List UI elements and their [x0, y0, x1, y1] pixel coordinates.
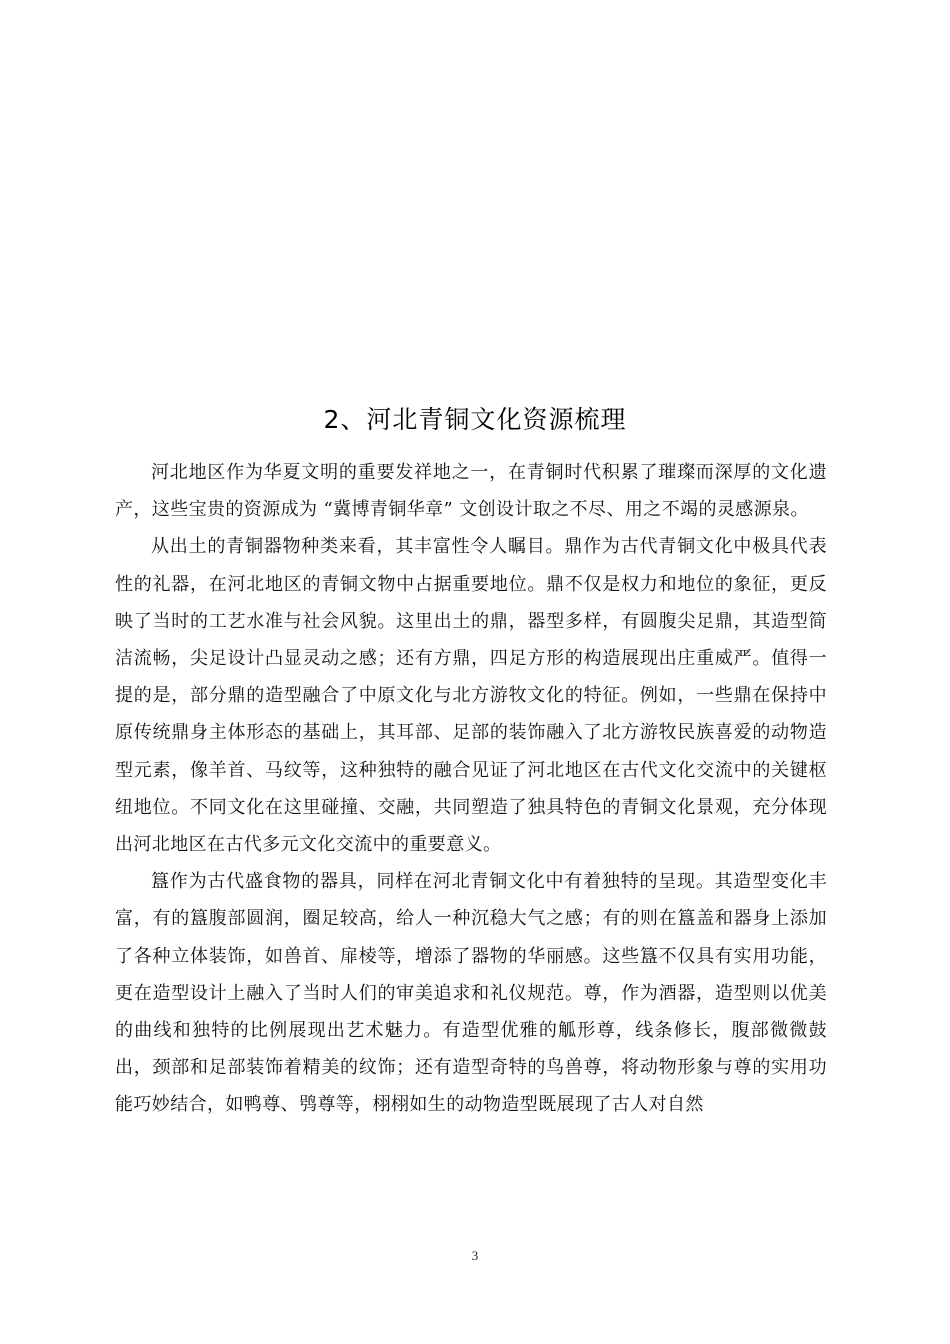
section-heading: 2、河北青铜文化资源梳理: [323, 405, 627, 434]
paragraph-ding: 从出土的青铜器物种类来看，其丰富性令人瞩目。鼎作为古代青铜文化中极具代表性的礼器，在河北地区的青铜文物中占据重要地位。鼎不仅是权力和地位的象征，更反映了当时的工艺水准与社会风貌。这里出土的鼎，器型多样，有圆腹尖足鼎，其造型简洁流畅，尖足设计凸显灵动之感；还有方鼎，四足方形的构造展现出庄重威严。值得一提的是，部分鼎的造型融合了中原文化与北方游牧文化的特征。例如，一些鼎在保持中原传统鼎身主体形态的基础上，其耳部、足部的装饰融入了北方游牧民族喜爱的动物造型元素，像羊首、马纹等，这种独特的融合见证了河北地区在古代文化交流中的关键枢纽地位。不同文化在这里碰撞、交融，共同塑造了独具特色的青铜文化景观，充分体现出河北地区在古代多元文化交流中的重要意义。: [115, 536, 827, 856]
body-text: [115, 454, 827, 1124]
paragraph-gui-zun: 簋作为古代盛食物的器具，同样在河北青铜文化中有着独特的呈现。其造型变化丰富，有的簋腹部圆润，圈足较高，给人一种沉稳大气之感；有的则在簋盖和器身上添加了各种立体装饰，如兽首、扉棱等，增添了器物的华丽感。这些簋不仅具有实用功能，更在造型设计上融入了当时人们的审美追求和礼仪规范。尊，作为酒器，造型则以优美的曲线和独特的比例展现出艺术魅力。有造型优雅的觚形尊，线条修长，腹部微微鼓出，颈部和足部装饰着精美的纹饰；还有造型奇特的鸟兽尊，将动物形象与尊的实用功能巧妙结合，如鸭尊、鸮尊等，栩栩如生的动物造型既展现了古人对自然: [115, 871, 827, 1116]
paragraph-intro: 河北地区作为华夏文明的重要发祥地之一，在青铜时代积累了璀璨而深厚的文化遗产，这些宝贵的资源成为 “冀博青铜华章” 文创设计取之不尽、用之不竭的灵感源泉。: [115, 462, 827, 521]
page-number: 3: [471, 1248, 479, 1263]
